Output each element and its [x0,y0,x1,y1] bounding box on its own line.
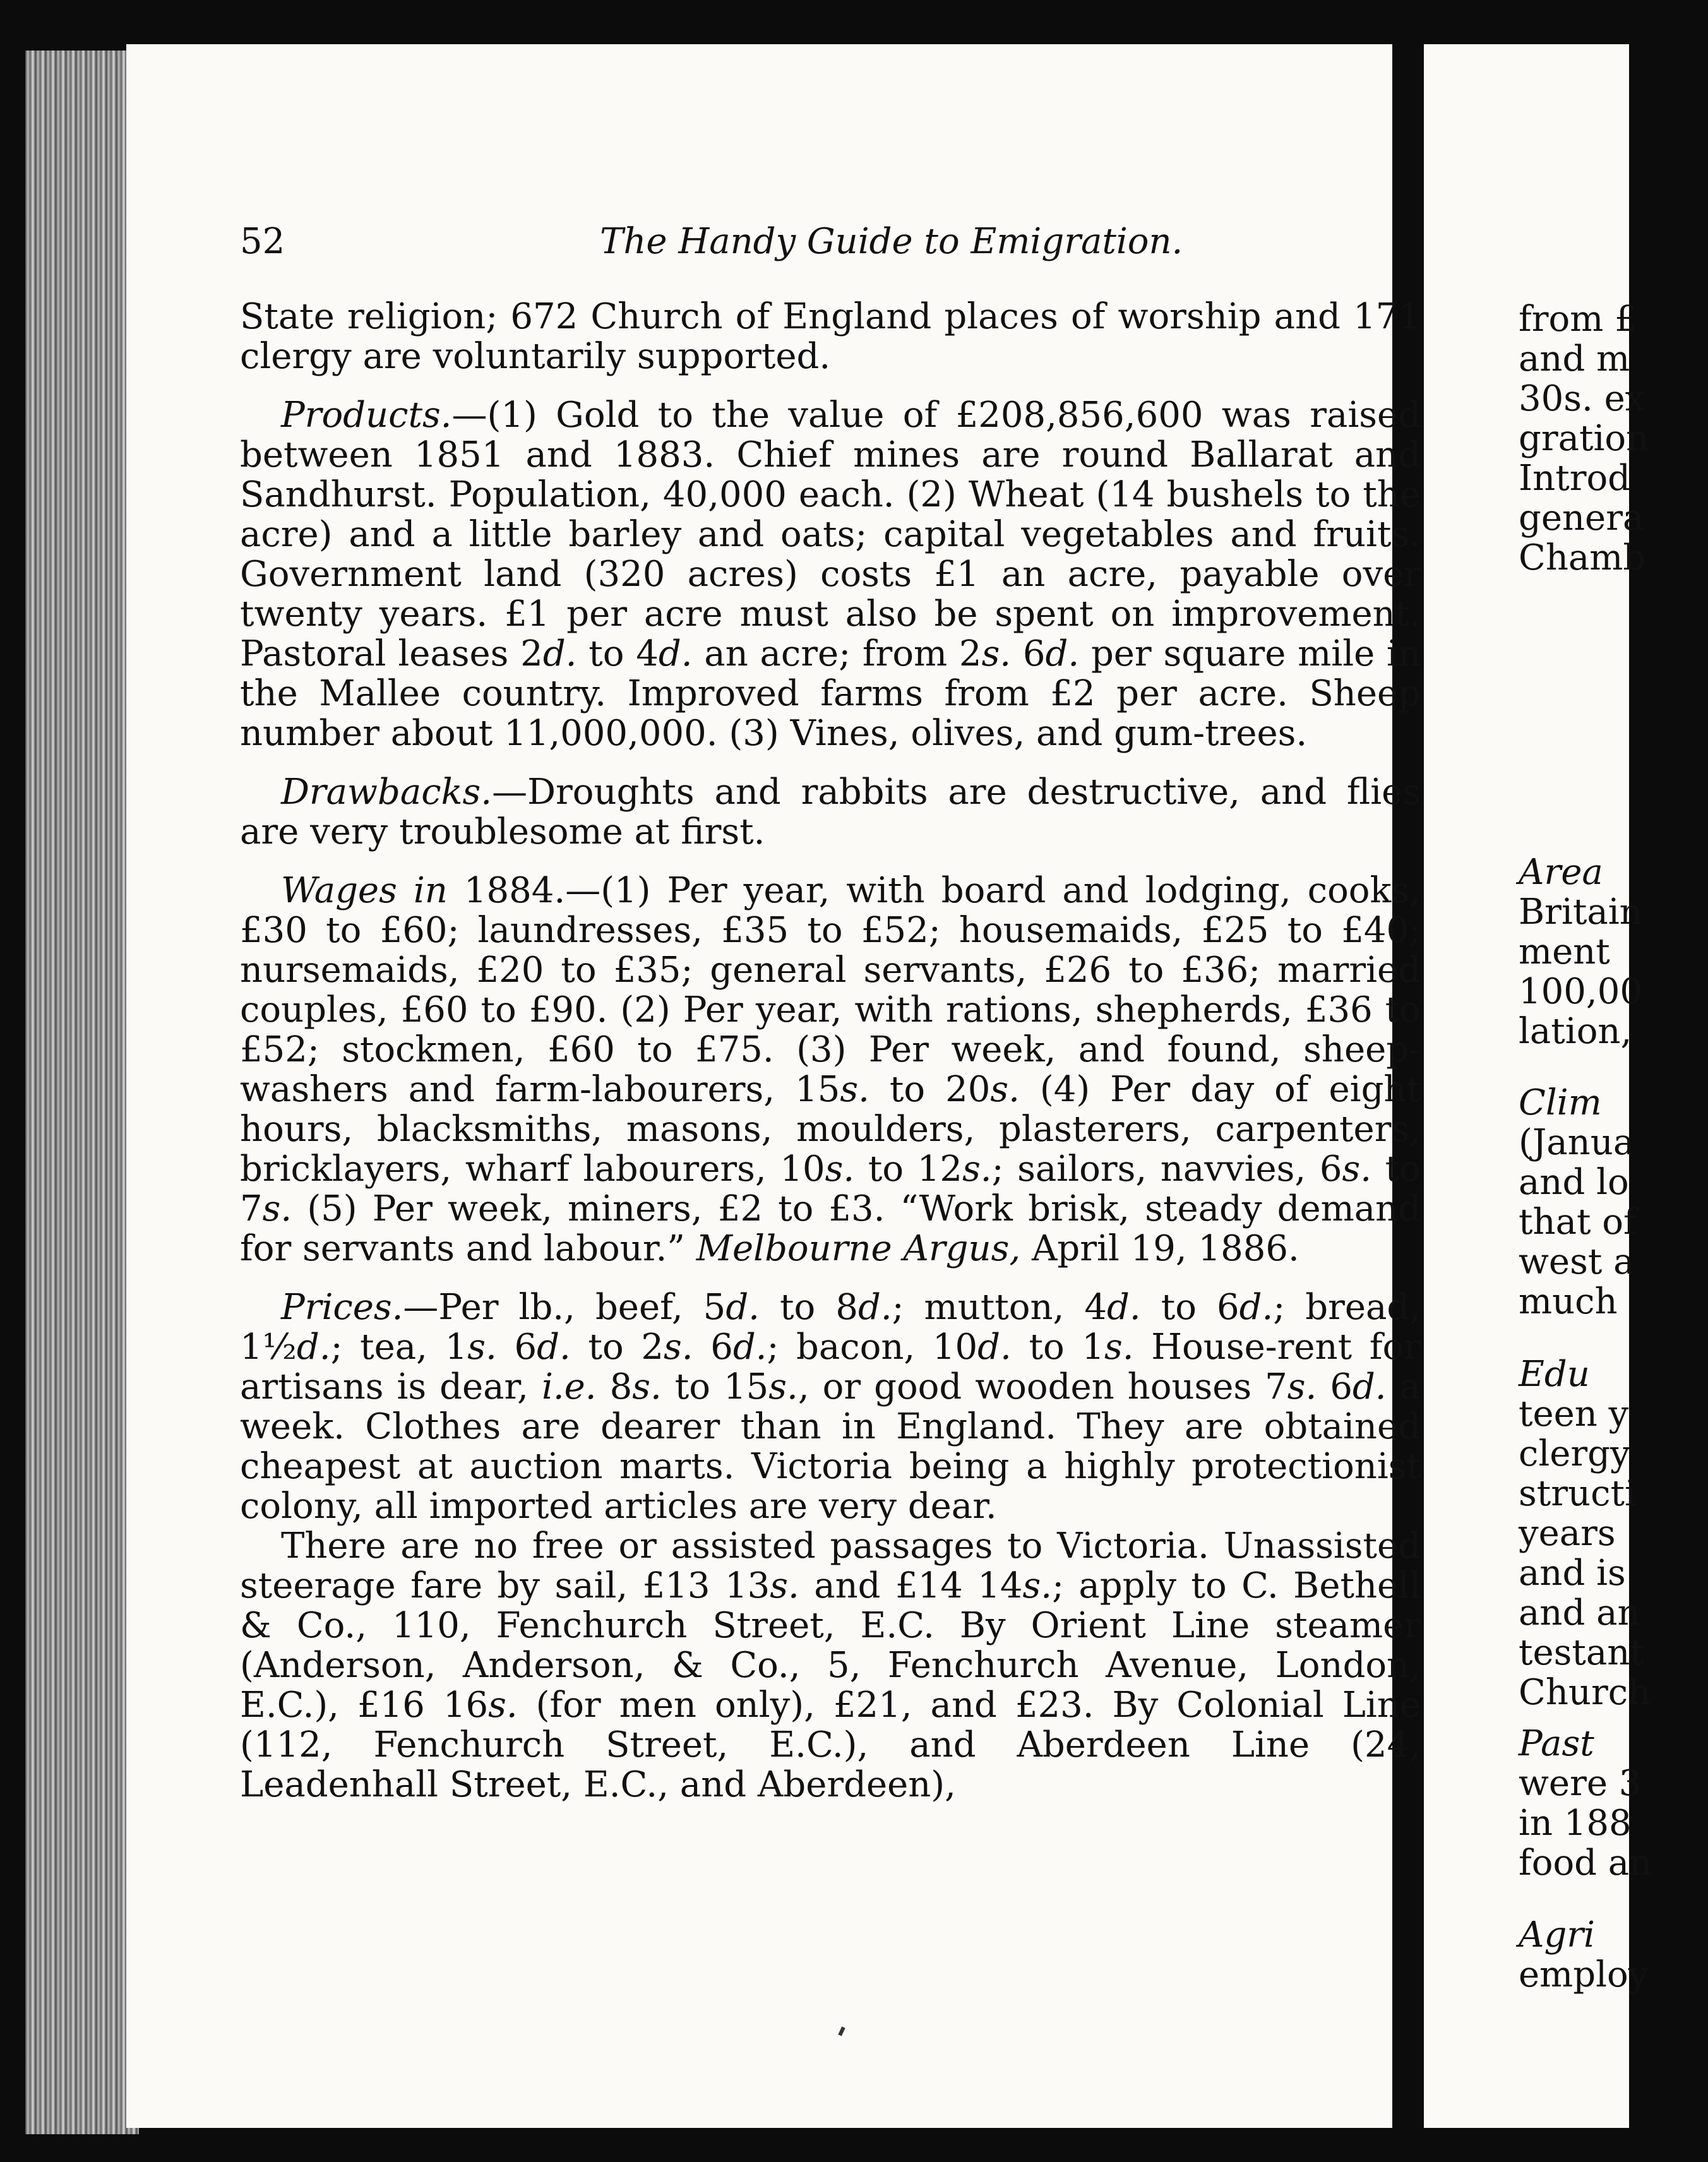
text-run: 1884.—(1) Per year, with board and lodging, cooks, £30 to £60; laundresses, £35 to £52; housemaids, £25 to £40; nursemaids, £20 to £35; general servants, £26 to £36; married couples, £60 to £90. (2) Per year, with rations, shepherds, £36 to £52; stockmen, £60 to £75. (3) Per week, and found, sheep-washers and farm-labourers, 15 [240,870,1421,1110]
text-run: (5) Per week, miners, £2 to £3. “Work brisk, steady demand for servants and labour.” [240,1188,1421,1269]
text-run: s. [990,1069,1020,1110]
next-page-line: and m [1519,338,1630,379]
text-run: i.e. [541,1366,597,1407]
text-run: s. [663,1327,693,1368]
text-run: an acre; from 2 [692,633,982,674]
text-run: House-rent for artisans is dear, [240,1327,1421,1407]
paragraph-prices [240,1287,1421,1526]
text-run: to 4 [576,633,659,674]
text-run: and £14 14 [799,1565,1023,1606]
text-run: s. [770,1565,799,1606]
text-run: to 1 [1011,1327,1104,1368]
next-page-line: Introd [1519,458,1631,499]
next-page-line: much [1519,1281,1618,1322]
text-run: d. [296,1327,331,1368]
text-run: 6 [1011,633,1046,674]
paragraph-wages [240,871,1421,1269]
text-run: d. [732,1327,767,1368]
text-run: ; apply to C. Bethell & Co., 110, Fenchurch Street, E.C. By Orient Line steamer (Anderson, Anderson, & Co., 5, Fenchurch Avenue, London, E.C.), £16 16 [240,1565,1421,1726]
text-run: —Per lb., beef, 5 [403,1287,726,1328]
paragraph-drawbacks [240,772,1421,852]
text-run: s. [840,1069,869,1110]
text-run: d. [857,1287,892,1328]
text-run: s. [467,1327,497,1368]
paragraph-products [240,395,1421,753]
text-run: d. [726,1287,760,1328]
next-page-line: Chamb [1519,537,1646,578]
next-page-block-3 [1519,1083,1708,1322]
next-page-line: in 188 [1519,1803,1632,1844]
running-head [240,221,1421,272]
next-page-line: and an [1519,1592,1640,1633]
next-page-line: employ [1519,1954,1649,1995]
page-number: 52 [240,221,285,262]
text-run: d. [658,633,693,674]
text-run: d. [977,1327,1012,1368]
running-title: The Handy Guide to Emigration. [600,221,1183,262]
text-run: s. [1022,1565,1053,1606]
next-page-block-5 [1519,1724,1708,1883]
page-edges [25,51,139,2134]
next-page-line: Britain [1519,892,1642,933]
text-run: d. [1352,1366,1387,1407]
next-page-line: and is [1519,1553,1626,1594]
next-page-line: west a [1519,1241,1635,1282]
text-run: , or good wooden houses 7 [797,1366,1287,1407]
text-run: to 2 [570,1327,664,1368]
text-run: s. [962,1149,992,1190]
text-run: a week. Clothes are dearer than in England. They are obtained cheapest at auction marts. Victoria being a highly protectionist colony, all imported articles are very dear. [240,1366,1421,1527]
next-page-line: Past [1519,1723,1594,1764]
text-run: April 19, 1886. [1020,1228,1299,1269]
text-run: s. [981,633,1012,674]
next-page-line: gration [1519,418,1649,459]
text-run: 6 [1317,1366,1353,1407]
text-run: d. [537,1327,571,1368]
text-run: s. [632,1366,662,1407]
text-run: s. [1104,1327,1134,1368]
text-run: d. [542,633,577,674]
text-run: ; bread, 1½ [240,1287,1421,1368]
text-run: There are no free or assisted passages to Victoria. Unassisted steerage fare by sail, £13 13 [240,1526,1421,1606]
paragraph-religion [240,297,1421,376]
text-run: Wages in [281,870,448,911]
next-page-line: Edu [1519,1354,1590,1395]
text-run: Prices. [281,1287,403,1328]
text-run: d. [1107,1287,1141,1328]
text-run: ; tea, 1 [330,1327,468,1368]
text-run: to 6 [1140,1287,1239,1328]
next-page-block-2 [1519,852,1708,1051]
next-page-line: and lo [1519,1162,1629,1203]
next-page-line: clergy [1519,1433,1630,1474]
next-page-block-4 [1519,1354,1708,1712]
next-page-line: teen y [1519,1394,1629,1435]
text-run: ; bacon, 10 [767,1327,978,1368]
next-page [1424,44,1652,2128]
next-page-block-1 [1519,299,1708,578]
text-run: d. [1045,633,1080,674]
text-run: ; mutton, 4 [892,1287,1108,1328]
text-run: 8 [596,1366,633,1407]
text-run: (for men only), £21, and £23. By Colonial Line (112, Fenchurch Street, E.C.), and Aberdeen Line (24, Leadenhall Street, E.C., and Aberdeen), [240,1685,1421,1805]
next-page-line: Clim [1519,1082,1602,1123]
text-run: —Droughts and rabbits are destructive, and flies are very troublesome at first. [240,772,1421,852]
paragraph-passages [240,1526,1421,1805]
text-run: to 12 [854,1149,963,1190]
text-run: s. [768,1366,798,1407]
next-page-line: testant [1519,1632,1644,1673]
text-run: Products. [281,395,452,436]
text-run: to 20 [869,1069,991,1110]
text-run: s. [1287,1366,1317,1407]
next-page-line: Area [1519,852,1603,893]
next-page-line: 100,00 [1519,971,1642,1012]
next-page-line: Agri [1519,1914,1595,1956]
text-run: s. [825,1149,855,1190]
text-run: s. [1342,1149,1372,1190]
next-page-line: from £ [1519,299,1637,340]
next-page-block-6 [1519,1915,1708,1995]
text-run: s. [488,1685,518,1726]
next-page-line: that of [1519,1202,1637,1243]
next-page-line: structi [1519,1473,1636,1514]
text-run: Drawbacks. [281,772,493,813]
next-page-line: were 3 [1519,1763,1642,1804]
next-page-line: food an [1519,1842,1652,1884]
next-page-line: (Janua [1519,1122,1635,1163]
text-run: to 7 [240,1149,1421,1229]
text-run: Melbourne Argus, [696,1228,1021,1269]
body-text [240,297,1421,1805]
next-page-line: lation, [1519,1011,1632,1052]
text-run: ; sailors, navvies, 6 [991,1149,1342,1190]
text-run: (4) Per day of eight hours, blacksmiths, masons, moulders, plasterers, carpenters, bricklayers, wharf labourers, 10 [240,1069,1421,1190]
text-run: —(1) Gold to the value of £208,856,600 was raised between 1851 and 1883. Chief mines are round Ballarat and Sandhurst. Population, 40,000 each. (2) Wheat (14 bushels to the acre) and a little barley and oats; capital vegetables and fruits. Government land (320 acres) costs £1 an acre, payable over twenty years. £1 per acre must also be spent on improvement. Pastoral leases 2 [240,395,1421,674]
text-run: s. [262,1188,292,1229]
text-run: to 8 [759,1287,858,1328]
next-page-line: Church [1519,1672,1651,1713]
next-page-line: 30s. ex [1519,378,1645,419]
text-run: to 15 [661,1366,769,1407]
text-run: d. [1239,1287,1274,1328]
text-run: State religion; 672 Church of England places of worship and 171 clergy are voluntarily supported. [240,296,1421,377]
text-run: per square mile in the Mallee country. Improved farms from £2 per acre. Sheep number about 11,000,000. (3) Vines, olives, and gum-trees. [240,633,1421,754]
text-run: 6 [693,1327,733,1368]
text-run: 6 [496,1327,537,1368]
next-page-line: ment [1519,931,1610,972]
next-page-line: genera [1519,498,1644,539]
next-page-line: years [1519,1513,1616,1554]
